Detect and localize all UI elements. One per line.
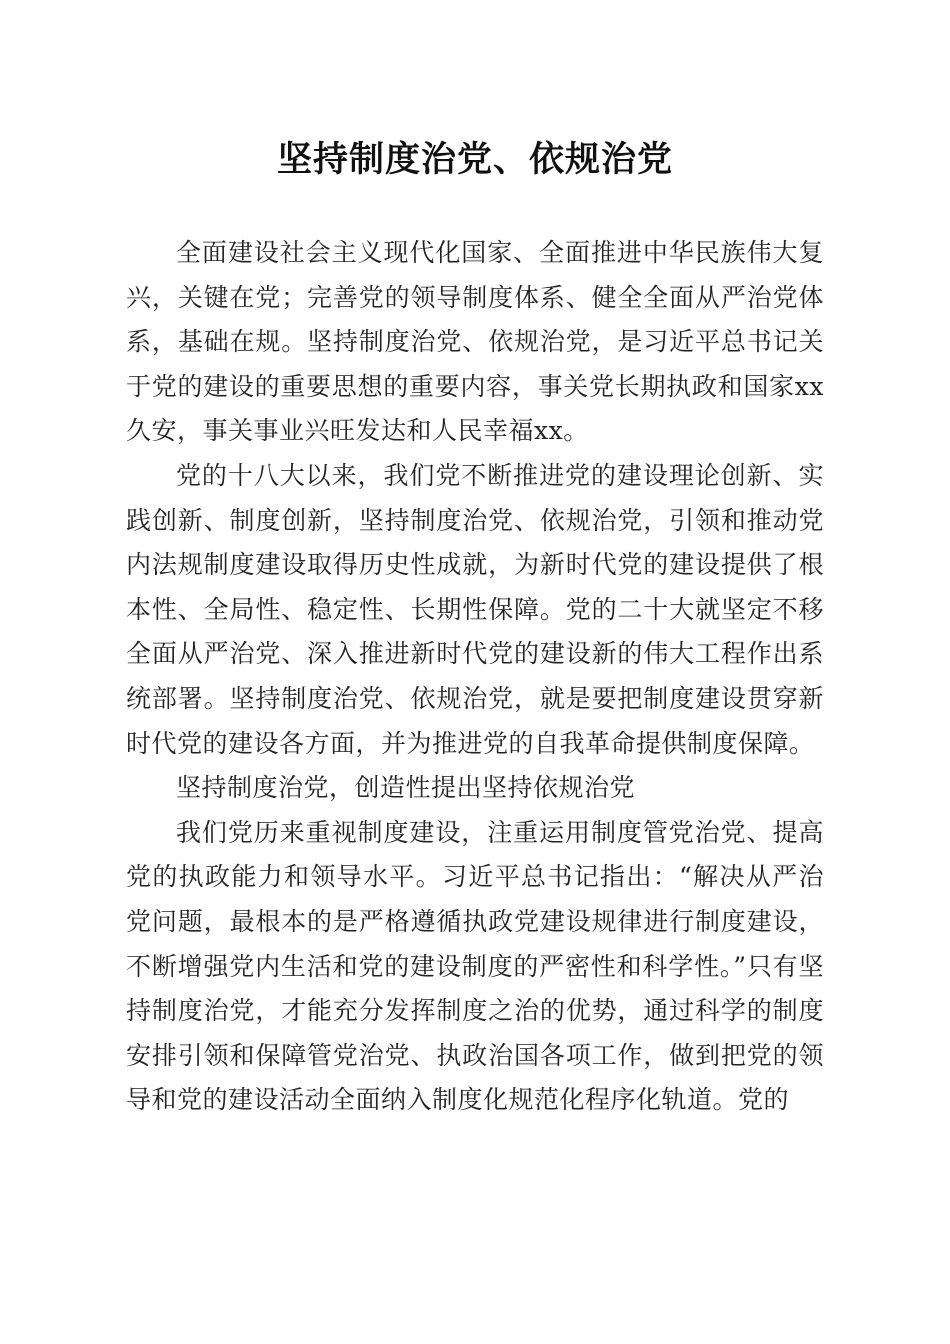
paragraph-since-18th-congress: 党的十八大以来，我们党不断推进党的建设理论创新、实践创新、制度创新，坚持制度治党、依规治党，引领和推动党内法规制度建设取得历史性成就，为新时代党的建设提供了根本性、全局性、稳定性、长期性保障。党的二十大就坚定不移全面从严治党、深入推进新时代党的建设新的伟大工程作出系统部署。坚持制度治党、依规治党，就是要把制度建设贯穿新时代党的建设各方面，并为推进党的自我革命提供制度保障。 (126, 460, 824, 758)
paragraph-intro: 全面建设社会主义现代化国家、全面推进中华民族伟大复兴，关键在党；完善党的领导制度体系、健全全面从严治党体系，基础在规。坚持制度治党、依规治党，是习近平总书记关于党的建设的重要思想的重要内容，事关党长期执政和国家xx久安，事关事业兴旺发达和人民幸福xx。 (126, 238, 824, 446)
section-heading: 坚持制度治党，创造性提出坚持依规治党 (176, 773, 636, 803)
document-body (126, 231, 824, 1123)
paragraph-institutional-building: 我们党历来重视制度建设，注重运用制度管党治党、提高党的执政能力和领导水平。习近平总书记指出：“解决从严治党问题，最根本的是严格遵循执政党建设规律进行制度建设，不断增强党内生活和党的建设制度的严密性和科学性。”只有坚持制度治党，才能充分发挥制度之治的优势，通过科学的制度安排引领和保障管党治党、执政治国各项工作，做到把党的领导和党的建设活动全面纳入制度化规范化程序化轨道。党的 (126, 817, 824, 1115)
document-title: 坚持制度治党、依规治党 (276, 139, 673, 180)
